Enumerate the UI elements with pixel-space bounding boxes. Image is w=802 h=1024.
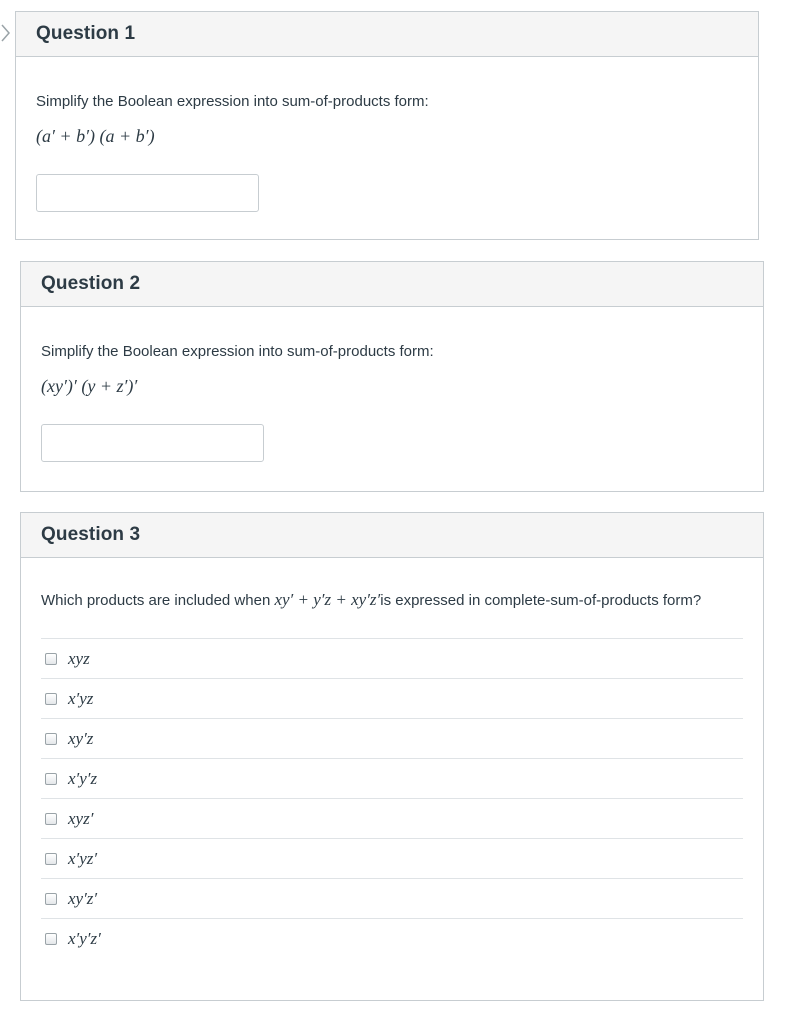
- option-row[interactable]: [41, 638, 743, 678]
- option-label: x′y′z: [68, 768, 98, 788]
- option-label: xyz′: [68, 808, 94, 828]
- answer-input[interactable]: [41, 424, 264, 462]
- question-card-3: [20, 512, 764, 1001]
- checkbox[interactable]: [45, 893, 57, 905]
- question-title: Question 3: [41, 524, 141, 545]
- option-label: x′yz′: [68, 848, 98, 868]
- question-title: Question 2: [41, 273, 141, 294]
- question-title: Question 1: [36, 23, 136, 44]
- question-header: [16, 12, 758, 57]
- question-prompt: Simplify the Boolean expression into sum-of-products form:: [41, 343, 434, 360]
- question-card-1: [15, 11, 759, 240]
- question-prompt: [41, 588, 731, 613]
- prompt-expression: xy′ + y′z + xy′z′: [274, 590, 381, 609]
- checkbox[interactable]: [45, 733, 57, 745]
- option-label: x′yz: [68, 688, 94, 708]
- prompt-text-before: Which products are included when: [41, 592, 275, 609]
- option-row[interactable]: [41, 678, 743, 718]
- option-row[interactable]: [41, 918, 743, 958]
- question-header: [21, 262, 763, 307]
- boolean-expression: (xy′)′ (y + z′)′: [41, 376, 138, 396]
- option-label: xyz: [68, 648, 90, 668]
- answer-input[interactable]: [36, 174, 259, 212]
- question-header: [21, 513, 763, 558]
- option-row[interactable]: [41, 758, 743, 798]
- answer-options: [41, 638, 743, 958]
- checkbox[interactable]: [45, 693, 57, 705]
- question-card-2: [20, 261, 764, 492]
- option-label: xy′z′: [68, 888, 98, 908]
- chevron-right-icon[interactable]: [0, 22, 12, 44]
- boolean-expression: (a′ + b′) (a + b′): [36, 126, 155, 146]
- option-row[interactable]: [41, 798, 743, 838]
- question-prompt: Simplify the Boolean expression into sum-of-products form:: [36, 93, 429, 110]
- checkbox[interactable]: [45, 813, 57, 825]
- option-label: x′y′z′: [68, 928, 101, 948]
- checkbox[interactable]: [45, 853, 57, 865]
- prompt-text-after: is expressed in complete-sum-of-products form?: [380, 592, 702, 609]
- checkbox[interactable]: [45, 933, 57, 945]
- checkbox[interactable]: [45, 653, 57, 665]
- checkbox[interactable]: [45, 773, 57, 785]
- option-row[interactable]: [41, 838, 743, 878]
- option-row[interactable]: [41, 718, 743, 758]
- option-row[interactable]: [41, 878, 743, 918]
- option-label: xy′z: [68, 728, 94, 748]
